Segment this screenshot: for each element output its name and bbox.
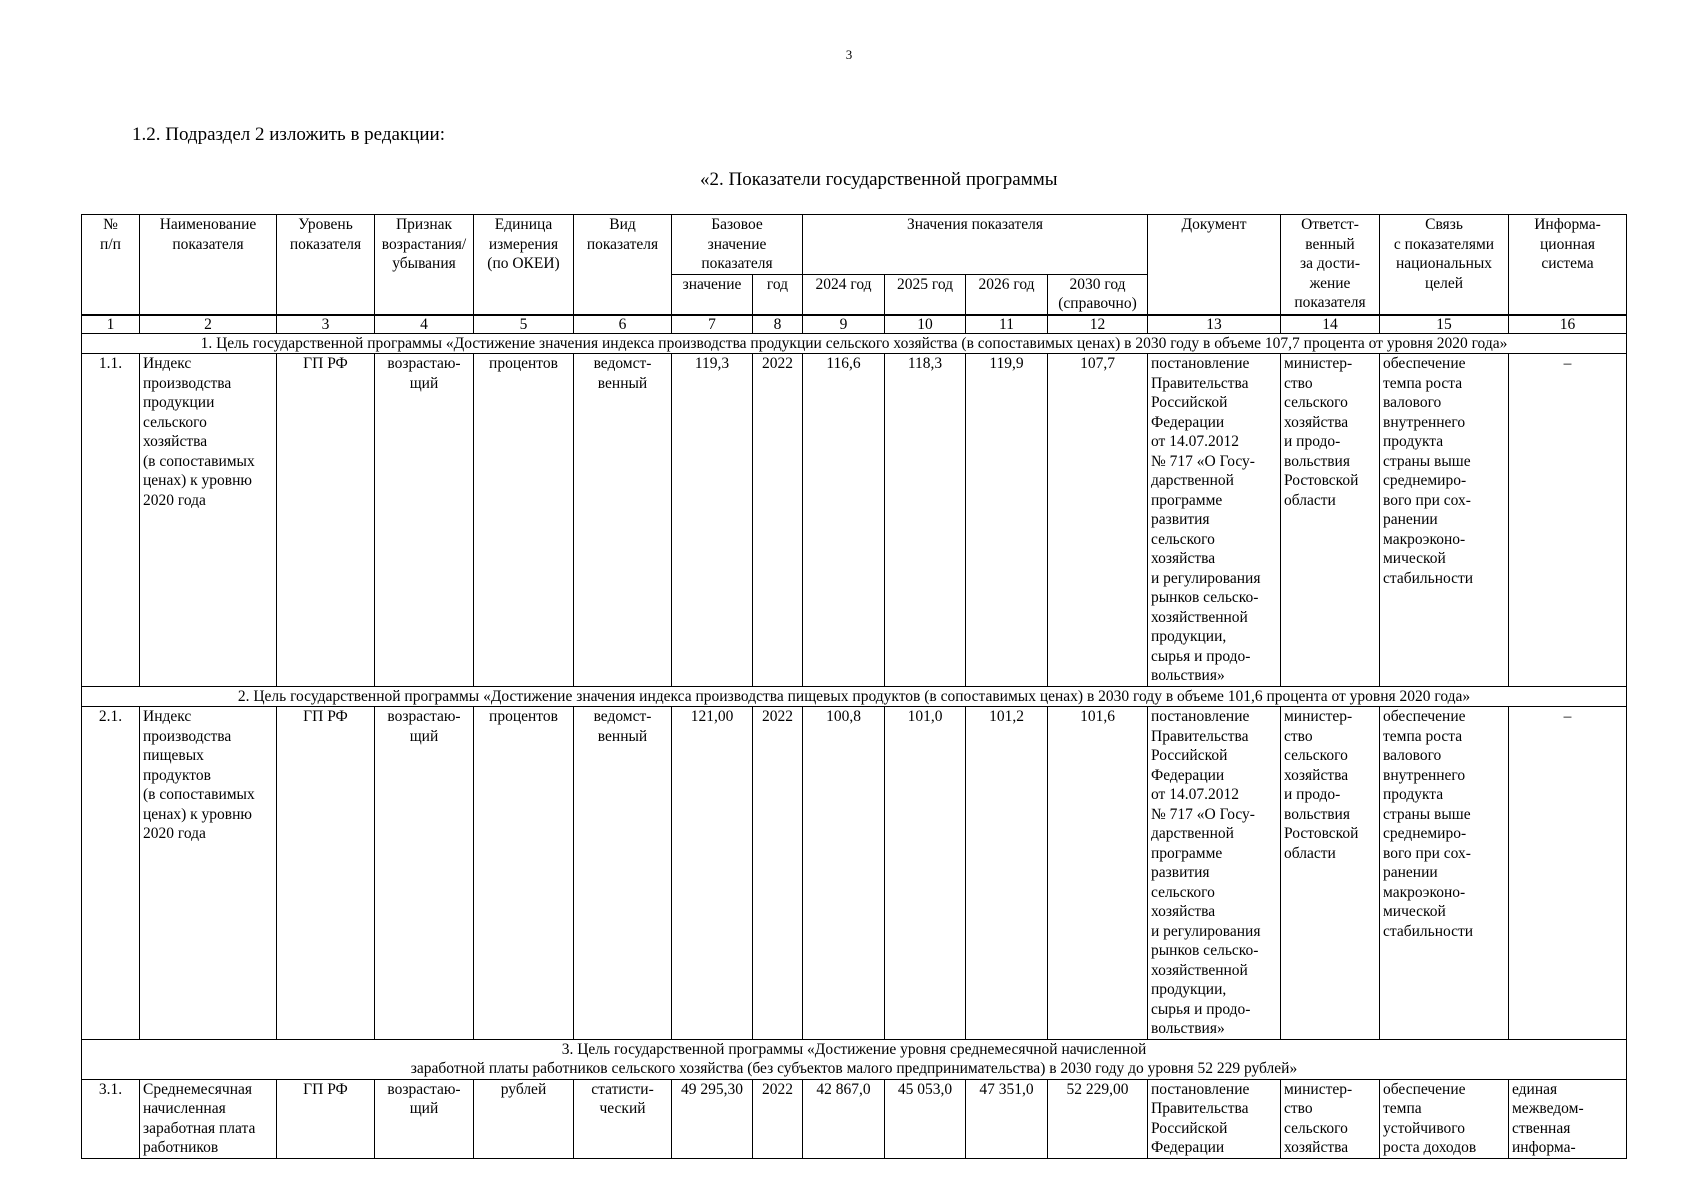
header-2024: 2024 год — [803, 274, 885, 315]
header-unit: Единица измерения (по ОКЕИ) — [474, 215, 574, 315]
value-2030: 52 229,00 — [1048, 1079, 1148, 1158]
goal-3-text: 3. Цель государственной программы «Достижение уровня среднемесячной начисленной заработной платы работников сельского хозяйства (без субъектов малого предпринимательства) в 2030 году до уровня 52 229 рублей» — [82, 1039, 1627, 1079]
table-row — [82, 1079, 1627, 1158]
value-2025: 45 053,0 — [885, 1079, 966, 1158]
value-2030: 101,6 — [1048, 707, 1148, 1040]
national-link-text: обеспечение темпа устойчивого роста доходов — [1380, 1079, 1509, 1158]
document-text: постановление Правительства Российской Федерации от 14.07.2012 № 717 «О Госу- дарственной программе развития сельского хозяйства и регулирования рынков сельско- хозяйственной продукции, сырья и продо- вольствия» — [1148, 707, 1281, 1040]
goal-row — [82, 686, 1627, 707]
value-2025: 101,0 — [885, 707, 966, 1040]
column-number: 9 — [803, 315, 885, 334]
header-level: Уровень показателя — [277, 215, 375, 315]
header-2025: 2025 год — [885, 274, 966, 315]
indicator-unit: процентов — [474, 707, 574, 1040]
column-number: 16 — [1509, 315, 1627, 334]
intro-paragraph: 1.2. Подраздел 2 изложить в редакции: — [132, 124, 445, 145]
table-row — [82, 354, 1627, 687]
base-year: 2022 — [753, 707, 803, 1040]
column-number: 4 — [375, 315, 474, 334]
row-num: 1.1. — [82, 354, 140, 687]
national-link-text: обеспечение темпа роста валового внутреннего продукта страны выше среднемиро- вого при сох- ранении макроэконо- мической стабильности — [1380, 354, 1509, 687]
value-2026: 101,2 — [966, 707, 1048, 1040]
value-2026: 119,9 — [966, 354, 1048, 687]
header-responsible: Ответст- венный за дости- жение показателя — [1281, 215, 1380, 315]
goal-2-text: 2. Цель государственной программы «Достижение значения индекса производства пищевых продуктов (в сопоставимых ценах) в 2030 году в объеме 101,6 процента от уровня 2020 года» — [82, 686, 1627, 707]
header-2030: 2030 год (справочно) — [1048, 274, 1148, 315]
header-base: Базовое значение показателя — [672, 215, 803, 275]
indicator-unit: процентов — [474, 354, 574, 687]
column-number: 14 — [1281, 315, 1380, 334]
responsible-text: министер- ство сельского хозяйства и продо- вольствия Ростовской области — [1281, 354, 1380, 687]
value-2030: 107,7 — [1048, 354, 1148, 687]
header-document: Документ — [1148, 215, 1281, 315]
indicator-unit: рублей — [474, 1079, 574, 1158]
base-year: 2022 — [753, 354, 803, 687]
column-number: 13 — [1148, 315, 1281, 334]
column-number: 1 — [82, 315, 140, 334]
header-2026: 2026 год — [966, 274, 1048, 315]
header-values: Значения показателя — [803, 215, 1148, 275]
info-system: единая межведом- ственная информа- — [1509, 1079, 1627, 1158]
row-num: 2.1. — [82, 707, 140, 1040]
indicator-name: Индекс производства пищевых продуктов (в сопоставимых ценах) к уровню 2020 года — [140, 707, 277, 1040]
value-2024: 116,6 — [803, 354, 885, 687]
table-row — [82, 707, 1627, 1040]
indicator-type: ведомст- венный — [574, 707, 672, 1040]
value-2025: 118,3 — [885, 354, 966, 687]
column-number: 2 — [140, 315, 277, 334]
header-num: № п/п — [82, 215, 140, 315]
column-number: 6 — [574, 315, 672, 334]
column-number: 3 — [277, 315, 375, 334]
header-type: Вид показателя — [574, 215, 672, 315]
indicators-table — [81, 214, 1627, 1159]
indicator-sign: возрастаю- щий — [375, 354, 474, 687]
indicator-name: Индекс производства продукции сельского хозяйства (в сопоставимых ценах) к уровню 2020 года — [140, 354, 277, 687]
goal-row — [82, 1039, 1627, 1079]
document-text: постановление Правительства Российской Федерации от 14.07.2012 № 717 «О Госу- дарственной программе развития сельского хозяйства и регулирования рынков сельско- хозяйственной продукции, сырья и продо- вольствия» — [1148, 354, 1281, 687]
column-number: 11 — [966, 315, 1048, 334]
indicator-name: Среднемесячная начисленная заработная плата работников — [140, 1079, 277, 1158]
base-value: 49 295,30 — [672, 1079, 753, 1158]
indicator-sign: возрастаю- щий — [375, 707, 474, 1040]
header-name: Наименование показателя — [140, 215, 277, 315]
base-value: 119,3 — [672, 354, 753, 687]
info-system: – — [1509, 354, 1627, 687]
indicator-level: ГП РФ — [277, 1079, 375, 1158]
indicator-type: ведомст- венный — [574, 354, 672, 687]
indicator-sign: возрастаю- щий — [375, 1079, 474, 1158]
column-number: 12 — [1048, 315, 1148, 334]
header-sign: Признак возрастания/ убывания — [375, 215, 474, 315]
national-link-text: обеспечение темпа роста валового внутреннего продукта страны выше среднемиро- вого при сох- ранении макроэконо- мической стабильности — [1380, 707, 1509, 1040]
goal-row — [82, 333, 1627, 354]
column-number-row — [82, 315, 1627, 334]
column-number: 8 — [753, 315, 803, 334]
indicator-type: статисти- ческий — [574, 1079, 672, 1158]
value-2026: 47 351,0 — [966, 1079, 1048, 1158]
indicator-level: ГП РФ — [277, 707, 375, 1040]
column-number: 5 — [474, 315, 574, 334]
base-value: 121,00 — [672, 707, 753, 1040]
header-link: Связь с показателями национальных целей — [1380, 215, 1509, 315]
header-base-value: значение — [672, 274, 753, 315]
indicator-level: ГП РФ — [277, 354, 375, 687]
responsible-text: министер- ство сельского хозяйства и продо- вольствия Ростовской области — [1281, 707, 1380, 1040]
column-number: 7 — [672, 315, 753, 334]
value-2024: 42 867,0 — [803, 1079, 885, 1158]
column-number: 10 — [885, 315, 966, 334]
header-system: Информа- ционная система — [1509, 215, 1627, 315]
value-2024: 100,8 — [803, 707, 885, 1040]
header-base-year: год — [753, 274, 803, 315]
section-title: «2. Показатели государственной программы — [700, 169, 1058, 190]
row-num: 3.1. — [82, 1079, 140, 1158]
header-row — [82, 215, 1627, 275]
column-number: 15 — [1380, 315, 1509, 334]
base-year: 2022 — [753, 1079, 803, 1158]
page-number: 3 — [845, 47, 853, 62]
responsible-text: министер- ство сельского хозяйства — [1281, 1079, 1380, 1158]
goal-1-text: 1. Цель государственной программы «Достижение значения индекса производства продукции сельского хозяйства (в сопоставимых ценах) в 2030 году в объеме 107,7 процента от уровня 2020 года» — [82, 333, 1627, 354]
document-text: постановление Правительства Российской Федерации — [1148, 1079, 1281, 1158]
info-system: – — [1509, 707, 1627, 1040]
